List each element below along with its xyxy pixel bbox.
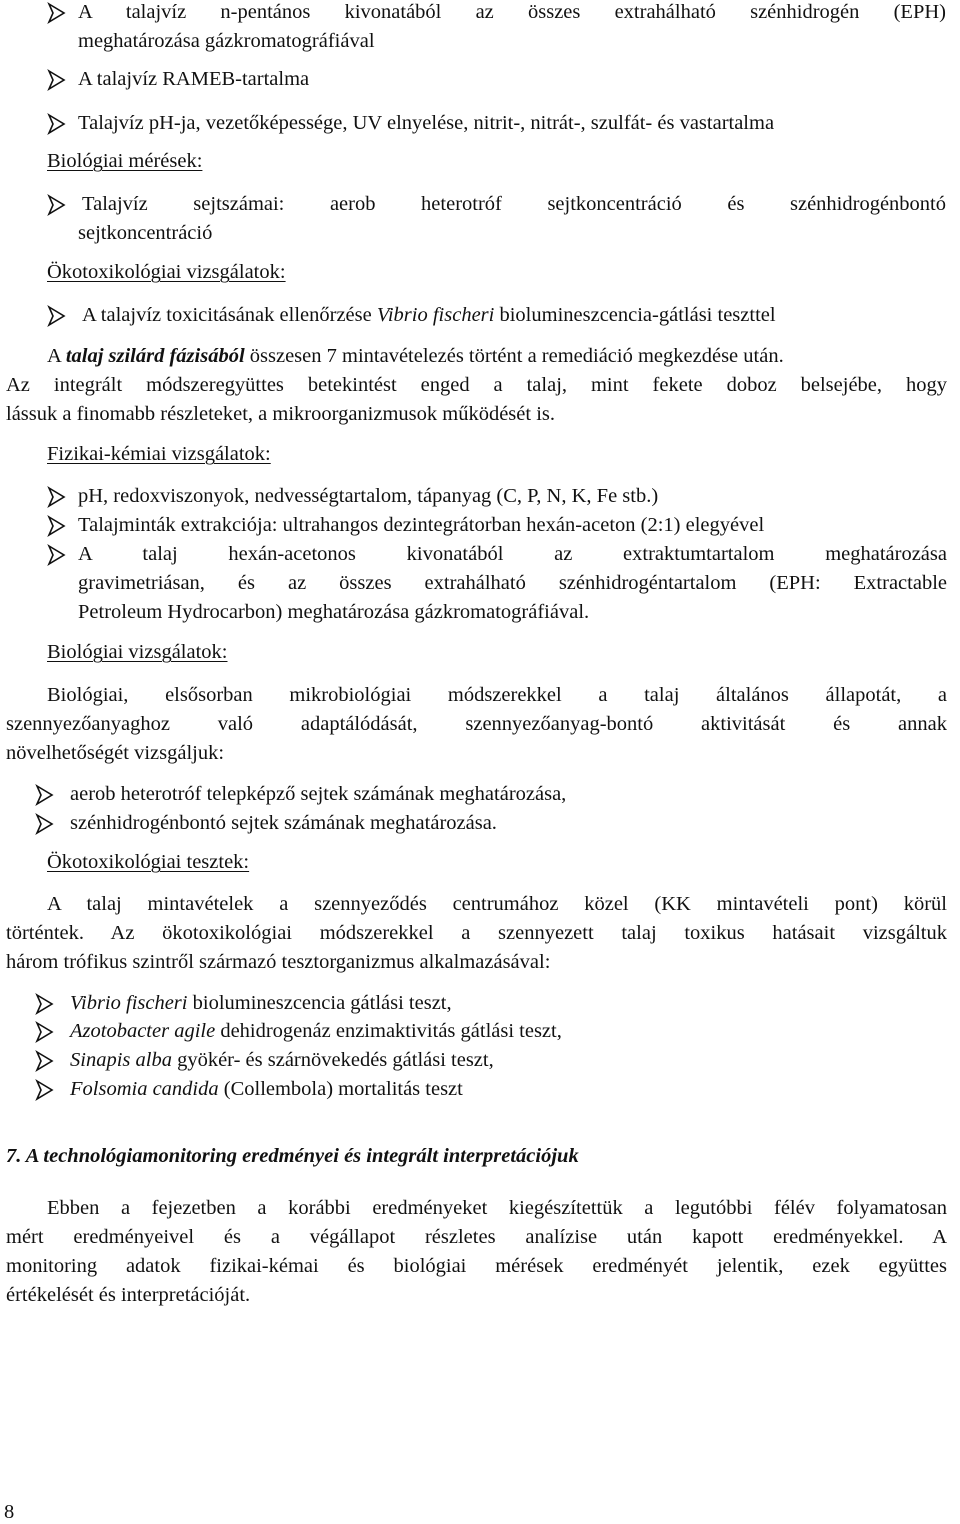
test-list-item: [70, 1021, 562, 1042]
bullet-text: szénhidrogénbontó sejtek számának meghatározása.: [70, 812, 497, 834]
paragraph-line: értékelését és interpretációját.: [6, 1284, 251, 1306]
arrowhead-bullet-icon: [47, 486, 67, 508]
species-name: Azotobacter agile: [70, 1020, 216, 1042]
arrowhead-bullet-icon: [35, 1021, 55, 1043]
paragraph-line: növelhetőségét vizsgáljuk:: [6, 742, 225, 764]
bullet-text: [82, 305, 776, 326]
species-name: Vibrio fischeri: [70, 992, 188, 1014]
arrowhead-bullet-icon: [47, 544, 67, 566]
bullet-text-continuation: sejtkoncentráció: [78, 222, 213, 244]
bullet-text-pre: A talajvíz toxicitásának ellenőrzése: [82, 304, 377, 326]
arrowhead-bullet-icon: [35, 1079, 55, 1101]
bullet-text-continuation: gravimetriásan, és az összes extrahálható szénhidrogéntartalom (EPH: Extractable: [78, 572, 947, 594]
test-list-item: [70, 993, 452, 1014]
section-heading: Fizikai-kémiai vizsgálatok:: [47, 443, 271, 465]
species-name: Folsomia candida: [70, 1078, 219, 1100]
arrowhead-bullet-icon: [47, 515, 67, 537]
bullet-text-continuation: meghatározása gázkromatográfiával: [78, 30, 375, 52]
test-list-item: [70, 1079, 463, 1100]
text-fragment: összesen 7 mintavételezés történt a remediáció megkezdése után.: [244, 345, 784, 367]
bullet-text: pH, redoxviszonyok, nedvességtartalom, tápanyag (C, P, N, K, Fe stb.): [78, 485, 659, 507]
arrowhead-bullet-icon: [35, 784, 55, 806]
arrowhead-bullet-icon: [47, 69, 67, 91]
arrowhead-bullet-icon: [47, 194, 67, 216]
section-heading: Ökotoxikológiai vizsgálatok:: [47, 261, 286, 283]
species-name: Sinapis alba: [70, 1049, 172, 1071]
arrowhead-bullet-icon: [35, 1050, 55, 1072]
paragraph-line: három trófikus szintről származó tesztorganizmus alkalmazásával:: [6, 951, 551, 973]
paragraph-line: Biológiai, elsősorban mikrobiológiai módszerekkel a talaj általános állapotát, a: [47, 684, 947, 706]
test-description: gyökér- és szárnövekedés gátlási teszt,: [171, 1049, 494, 1071]
section-heading: Ökotoxikológiai tesztek:: [47, 851, 250, 873]
paragraph-line: szennyezőanyaghoz való adaptálódását, szennyezőanyag-bontó aktivitását és annak: [6, 713, 947, 735]
bullet-text: aerob heterotróf telepképző sejtek számának meghatározása,: [70, 783, 567, 805]
paragraph-line: mért eredményeivel és a végállapot részletes analízise után kapott eredményekkel. A: [6, 1226, 947, 1248]
bullet-text-post: biolumineszcencia-gátlási teszttel: [494, 304, 776, 326]
text-fragment: A: [47, 345, 66, 367]
bullet-text-continuation: Petroleum Hydrocarbon) meghatározása gázkromatográfiával.: [78, 601, 590, 623]
emphasis-text: talaj szilárd fázisából: [65, 345, 245, 367]
test-description: dehidrogenáz enzimaktivitás gátlási teszt,: [215, 1020, 562, 1042]
paragraph-line: történtek. Az ökotoxikológiai módszerekkel a szennyezett talaj toxikus hatásait vizsgáltuk: [6, 922, 947, 944]
arrowhead-bullet-icon: [47, 2, 67, 24]
page-number: 8: [4, 1501, 15, 1523]
bullet-text: Talajminták extrakciója: ultrahangos dezintegrátorban hexán-aceton (2:1) elegyével: [78, 514, 765, 536]
arrowhead-bullet-icon: [47, 305, 67, 327]
bullet-text: A talaj hexán-acetonos kivonatából az extraktumtartalom meghatározása: [78, 543, 947, 565]
bullet-text: A talajvíz RAMEB-tartalma: [78, 68, 310, 90]
species-name: Vibrio fischeri: [376, 304, 495, 326]
paragraph-line: Ebben a fejezetben a korábbi eredményeket kiegészítettük a legutóbbi félév folyamatosan: [47, 1197, 947, 1219]
arrowhead-bullet-icon: [47, 113, 67, 135]
test-description: biolumineszcencia gátlási teszt,: [187, 992, 452, 1014]
bullet-text: Talajvíz sejtszámai: aerob heterotróf sejtkoncentráció és szénhidrogénbontó: [82, 193, 946, 215]
paragraph-line: [47, 346, 784, 367]
section-heading: Biológiai mérések:: [47, 150, 203, 172]
test-description: (Collembola) mortalitás teszt: [218, 1078, 463, 1100]
arrowhead-bullet-icon: [35, 813, 55, 835]
bullet-text: A talajvíz n-pentános kivonatából az összes extrahálható szénhidrogén (EPH): [78, 1, 946, 23]
section-heading: Biológiai vizsgálatok:: [47, 641, 228, 663]
arrowhead-bullet-icon: [35, 993, 55, 1015]
chapter-heading: 7. A technológiamonitoring eredményei és integrált interpretációjuk: [6, 1145, 579, 1167]
paragraph-line: Az integrált módszeregyüttes betekintést enged a talaj, mint fekete doboz belsejébe, hogy: [6, 374, 947, 396]
paragraph-line: A talaj mintavételek a szennyeződés centrumához közel (KK mintavételi pont) körül: [47, 893, 947, 915]
paragraph-line: monitoring adatok fizikai-kémai és biológiai mérések eredményét jelentik, ezek együttes: [6, 1255, 947, 1277]
paragraph-line: lássuk a finomabb részleteket, a mikroorganizmusok működését is.: [6, 403, 556, 425]
bullet-text: Talajvíz pH-ja, vezetőképessége, UV elnyelése, nitrit-, nitrát-, szulfát- és vastartalma: [78, 112, 775, 134]
test-list-item: [70, 1050, 494, 1071]
